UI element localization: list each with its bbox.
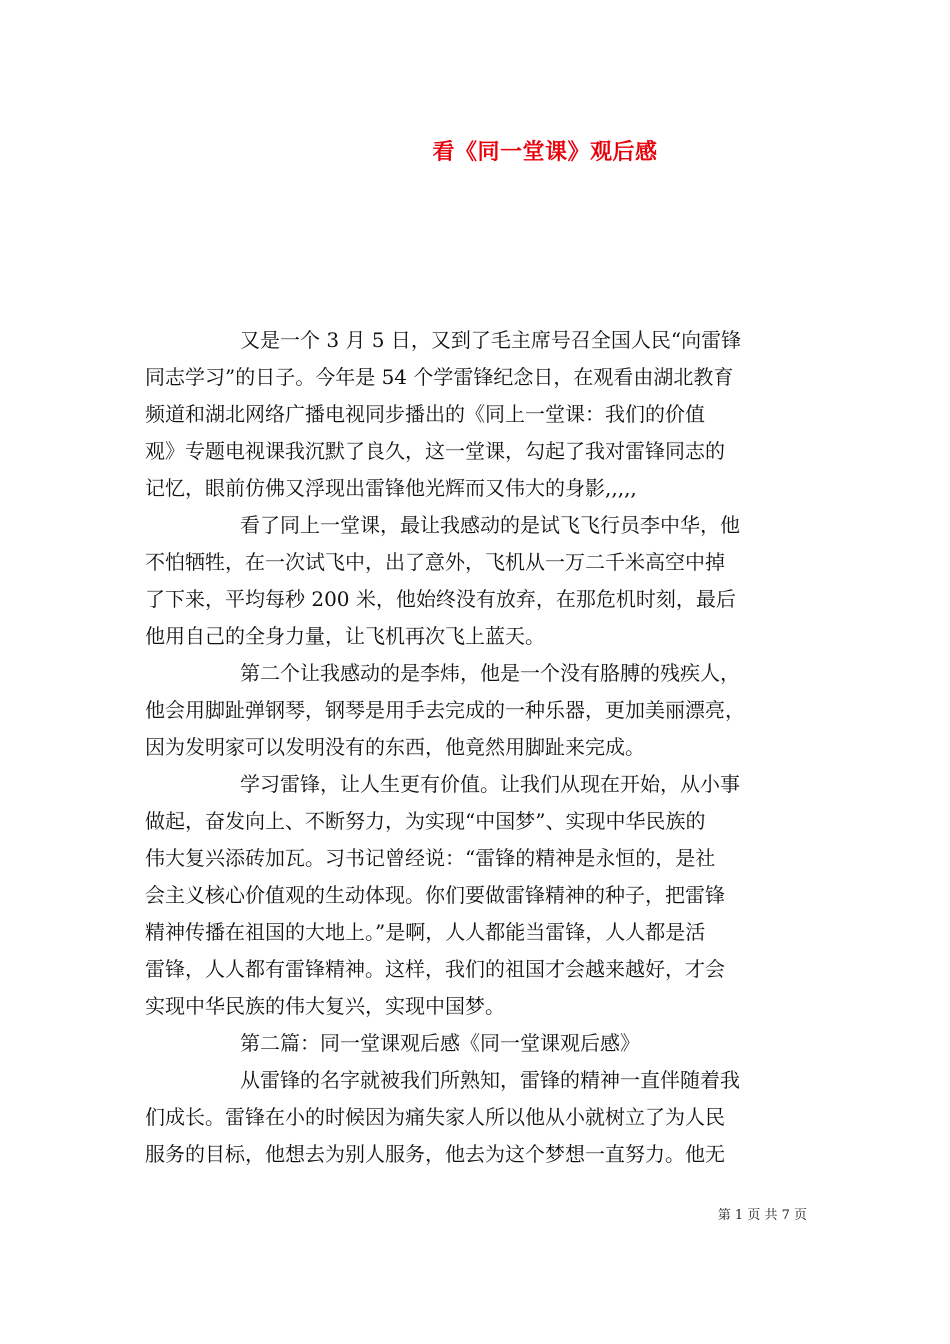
text-line: 记忆，眼前仿佛又浮现出雷锋他光辉而又伟大的身影,,,,,	[145, 476, 637, 500]
text-line: 服务的目标，他想去为别人服务，他去为这个梦想一直努力。他无	[145, 1142, 725, 1166]
text-line: 同志学习”的日子。今年是 54 个学雷锋纪念日，在观看由湖北教育	[145, 365, 734, 389]
text-line: 从雷锋的名字就被我们所熟知，雷锋的精神一直伴随着我	[240, 1068, 740, 1092]
text-line: 他会用脚趾弹钢琴，钢琴是用手去完成的一种乐器，更加美丽漂亮，	[145, 698, 745, 722]
text-line: 不怕牺牲，在一次试飞中，出了意外，飞机从一万二千米高空中掉	[145, 550, 725, 574]
text-line: 做起，奋发向上、不断努力，为实现“中国梦”、实现中华民族的	[145, 809, 706, 833]
text-line: 因为发明家可以发明没有的东西，他竟然用脚趾来完成。	[145, 735, 645, 759]
text-line: 观》专题电视课我沉默了良久，这一堂课，勾起了我对雷锋同志的	[145, 439, 725, 463]
text-line: 伟大复兴添砖加瓦。习书记曾经说：“雷锋的精神是永恒的，是社	[145, 846, 716, 870]
text-line: 精神传播在祖国的大地上。”是啊，人人都能当雷锋，人人都是活	[145, 920, 706, 944]
document-body	[145, 322, 805, 1173]
text-line: 们成长。雷锋在小的时候因为痛失家人所以他从小就树立了为人民	[145, 1105, 725, 1129]
text-line: 频道和湖北网络广播电视同步播出的《同上一堂课：我们的价值	[145, 402, 705, 426]
text-line: 雷锋，人人都有雷锋精神。这样，我们的祖国才会越来越好，才会	[145, 957, 725, 981]
page-number: 第 1 页 共 7 页	[717, 1208, 807, 1223]
text-line: 学习雷锋，让人生更有价值。让我们从现在开始，从小事	[240, 772, 740, 796]
text-line: 了下来，平均每秒 200 米，他始终没有放弃，在那危机时刻，最后	[145, 587, 736, 611]
text-line: 会主义核心价值观的生动体现。你们要做雷锋精神的种子，把雷锋	[145, 883, 725, 907]
text-line: 他用自己的全身力量，让飞机再次飞上蓝天。	[145, 624, 545, 648]
text-line: 看了同上一堂课，最让我感动的是试飞飞行员李中华，他	[240, 513, 740, 537]
text-line: 又是一个 3 月 5 日，又到了毛主席号召全国人民“向雷锋	[240, 328, 742, 352]
document-title: 看《同一堂课》观后感	[432, 139, 658, 165]
section-heading: 第二篇：同一堂课观后感《同一堂课观后感》	[240, 1031, 640, 1055]
text-line: 实现中华民族的伟大复兴，实现中国梦。	[145, 994, 505, 1018]
text-line: 第二个让我感动的是李炜，他是一个没有胳膊的残疾人，	[240, 661, 740, 685]
